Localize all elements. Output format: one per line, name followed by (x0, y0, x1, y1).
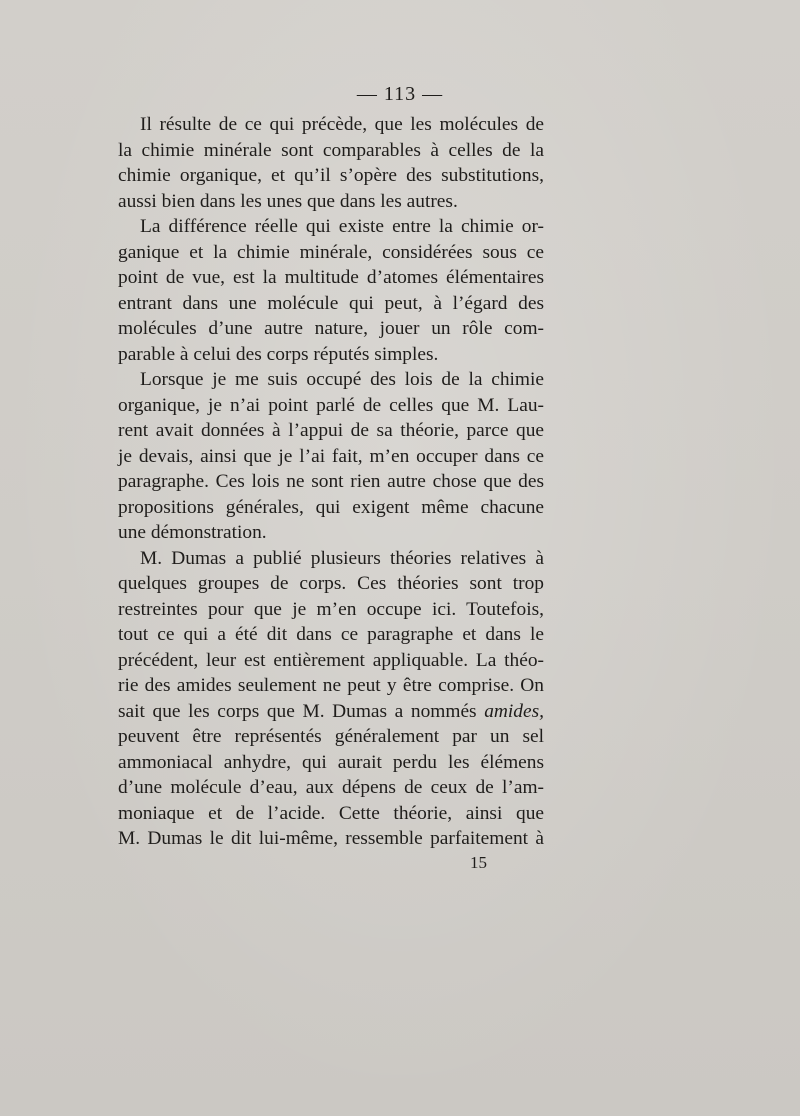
text-line (118, 699, 544, 725)
text-line: restreintes pour que je m’en occupe ici. Toutefois, (118, 598, 544, 620)
text-line: molécules d’une autre nature, jouer un rôle com- (118, 318, 544, 339)
text-line: ganique et la chimie minérale, considérées sous ce (118, 241, 544, 263)
text-line: moniaque et de l’acide. Cette théorie, ainsi que (118, 802, 544, 824)
text-line: ammoniacal anhydre, qui aurait perdu les élémens (118, 751, 544, 773)
text-line: parable à celui des corps réputés simples. (118, 343, 439, 365)
text-segment: sait que les corps que M. Dumas a nommés (118, 700, 485, 722)
text-line: organique, je n’ai point parlé de celles que M. Lau- (118, 394, 544, 416)
text-line: quelques groupes de corps. Ces théories sont trop (118, 573, 544, 594)
text-line: d’une molécule d’eau, aux dépens de ceux de l’am- (118, 777, 544, 798)
text-line: tout ce qui a été dit dans ce paragraphe et dans le (118, 624, 544, 645)
body-text (118, 112, 544, 852)
text-line: paragraphe. Ces lois ne sont rien autre chose que des (118, 471, 544, 492)
text-line: la chimie minérale sont comparables à celles de la (118, 139, 544, 161)
italic-term: amides, (484, 700, 544, 722)
text-line: une démonstration. (118, 522, 267, 543)
signature-mark: 15 (470, 853, 487, 872)
text-line: La différence réelle qui existe entre la chimie or- (140, 216, 544, 237)
text-line: propositions générales, qui exigent même chacune (118, 496, 544, 518)
text-line: Il résulte de ce qui précède, que les molécules de (140, 114, 544, 135)
text-line: M. Dumas a publié plusieurs théories relatives à (140, 547, 544, 569)
text-line: Lorsque je me suis occupé des lois de la chimie (140, 369, 544, 390)
text-line: rent avait données à l’appui de sa théorie, parce que (118, 420, 544, 441)
text-line: point de vue, est la multitude d’atomes élémentaires (118, 267, 544, 288)
text-line: je devais, ainsi que je l’ai fait, m’en occuper dans ce (118, 445, 544, 467)
text-line: M. Dumas le dit lui-même, ressemble parfaitement à (118, 828, 544, 849)
text-line: aussi bien dans les unes que dans les autres. (118, 190, 458, 212)
text-line: rie des amides seulement ne peut y être comprise. On (118, 675, 544, 696)
text-line: peuvent être représentés généralement par un sel (118, 726, 544, 747)
text-line: entrant dans une molécule qui peut, à l’égard des (118, 292, 544, 314)
page-number: — 113 — (356, 83, 444, 105)
text-line: chimie organique, et qu’il s’opère des substitutions, (118, 165, 544, 186)
text-line: précédent, leur est entièrement appliquable. La théo- (118, 649, 544, 671)
